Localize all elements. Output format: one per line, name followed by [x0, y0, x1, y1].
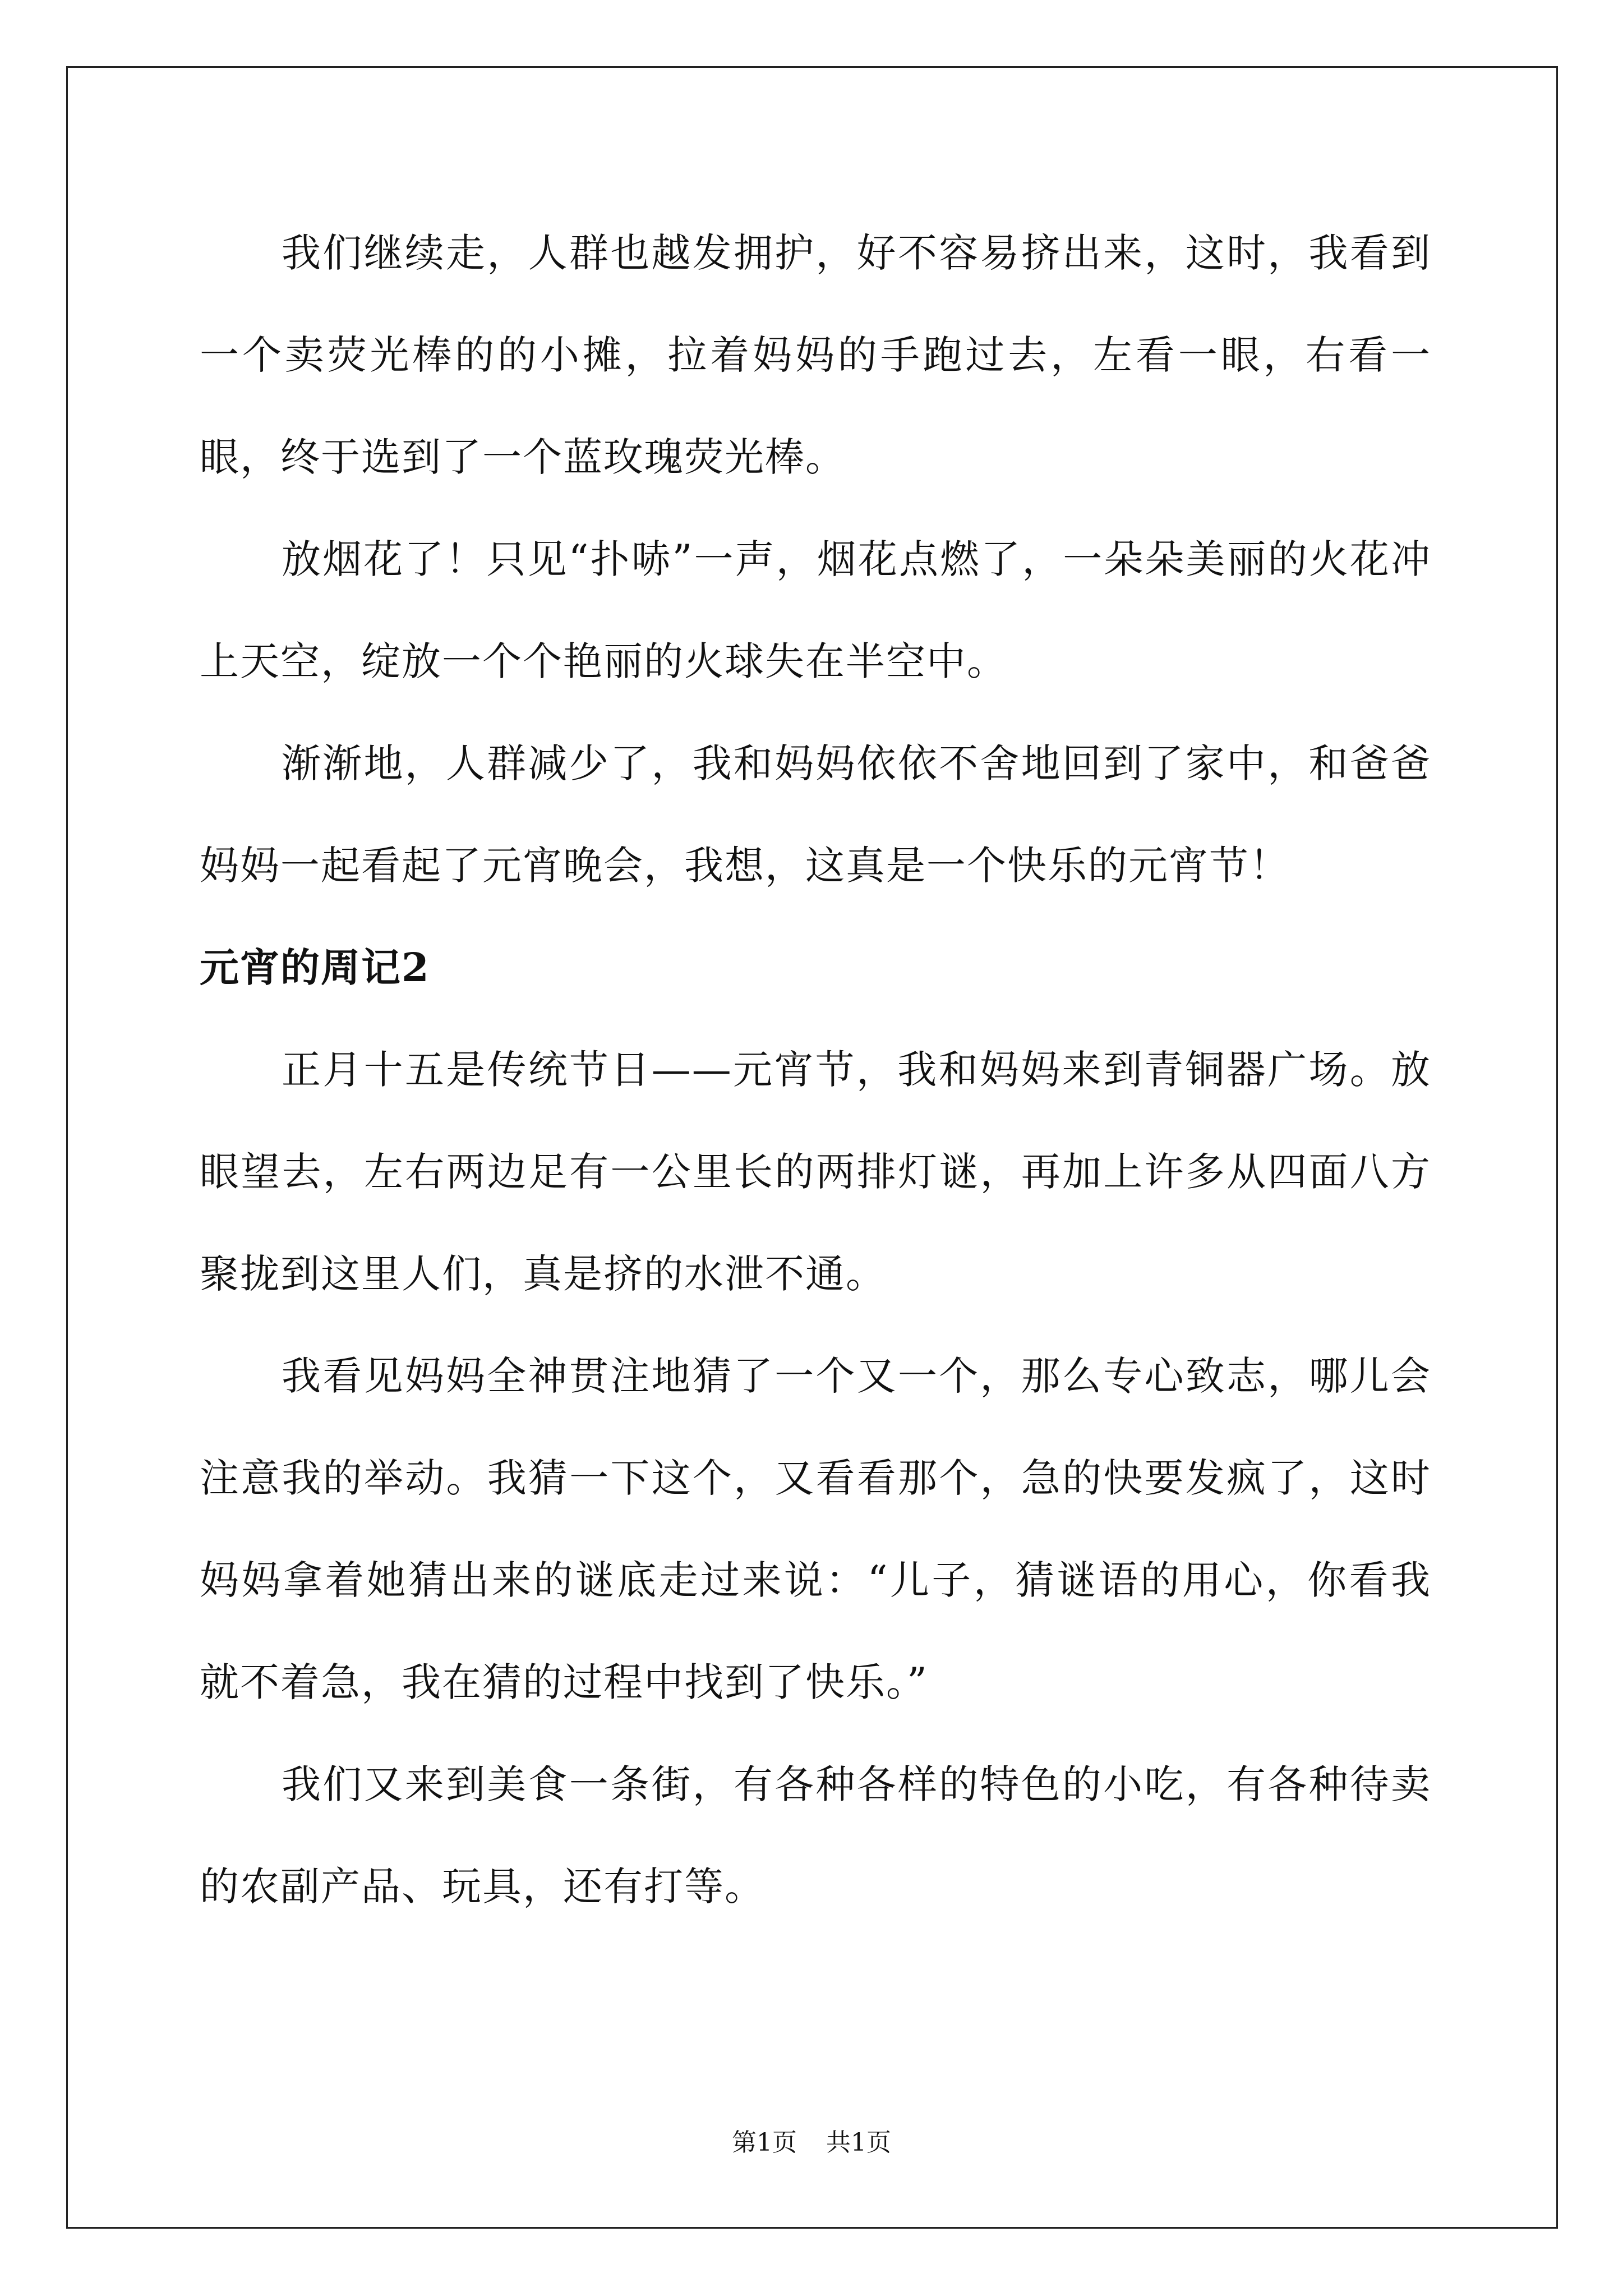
- page-number: 第1页: [732, 2128, 797, 2157]
- paragraph: 我们又来到美食一条街，有各种各样的特色的小吃，有各种待卖的农副产品、玩具，还有打等。: [200, 1761, 1431, 1910]
- section-heading: 元宵的周记2: [200, 944, 430, 991]
- paragraph: 放烟花了！只见“扑哧”一声，烟花点燃了，一朵朵美丽的火花冲上天空，绽放一个个艳丽的火球失在半空中。: [200, 536, 1431, 684]
- paragraph: 我看见妈妈全神贯注地猜了一个又一个，那么专心致志，哪儿会注意我的举动。我猜一下这个，又看看那个，急的快要发疯了，这时妈妈拿着她猜出来的谜底走过来说：“儿子，猜谜语的用心，你看我就不着急，我在猜的过程中找到了快乐。”: [200, 1353, 1431, 1705]
- paragraph: 正月十五是传统节日——元宵节，我和妈妈来到青铜器广场。放眼望去，左右两边足有一公里长的两排灯谜，再加上许多从四面八方聚拢到这里人们，真是挤的水泄不通。: [200, 1047, 1431, 1297]
- document-body: [200, 202, 1431, 1938]
- paragraph: 我们继续走，人群也越发拥护，好不容易挤出来，这时，我看到一个卖荧光棒的的小摊，拉着妈妈的手跑过去，左看一眼，右看一眼，终于选到了一个蓝玫瑰荧光棒。: [200, 230, 1431, 480]
- paragraph: 渐渐地，人群减少了，我和妈妈依依不舍地回到了家中，和爸爸妈妈一起看起了元宵晚会，我想，这真是一个快乐的元宵节！: [200, 740, 1431, 889]
- page-footer: [0, 2126, 1623, 2160]
- page-total: 共1页: [826, 2128, 891, 2157]
